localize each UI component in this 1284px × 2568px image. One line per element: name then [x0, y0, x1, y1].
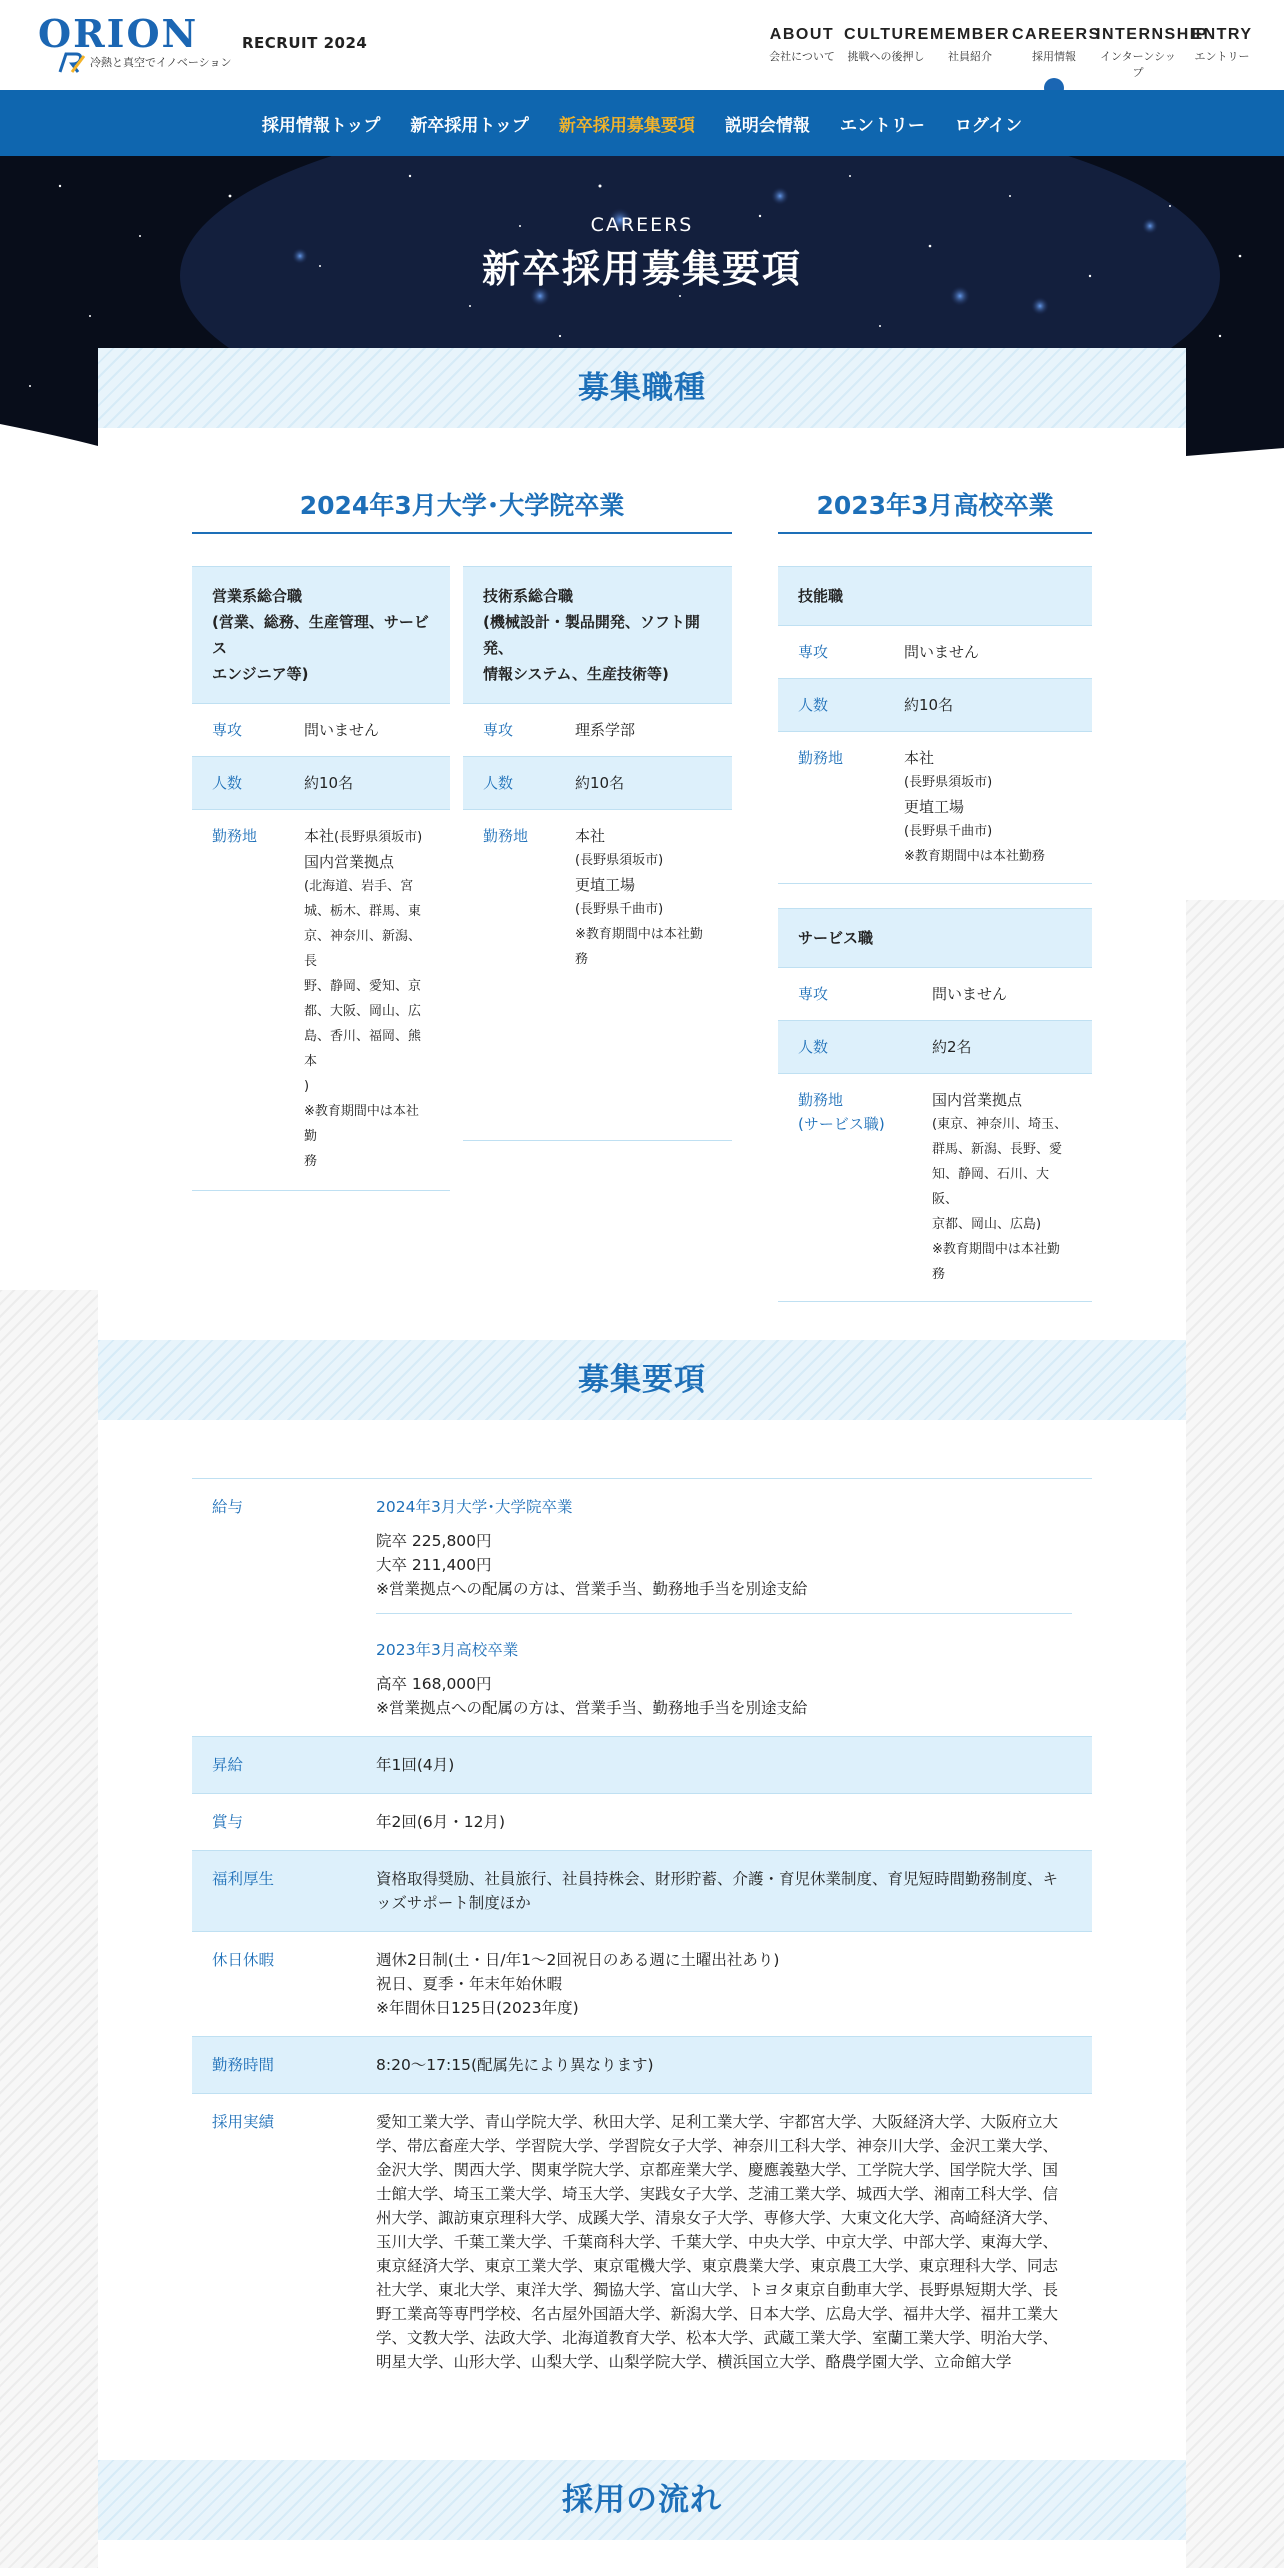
location-row [778, 1074, 1092, 1302]
subnav-entry[interactable]: エントリー [839, 115, 925, 136]
salary-univ [376, 1495, 1072, 1613]
row-value [304, 824, 430, 1174]
row-value: 理系学部 [575, 721, 636, 739]
orion-logo[interactable] [38, 11, 232, 74]
location-row [463, 810, 732, 1141]
row-value: 愛知工業大学、青山学院大学、秋田大学、足利工業大学、宇都宮大学、大阪経済大学、大阪府立大学、帯広畜産大学、学習院大学、学習院女子大学、神奈川工科大学、神奈川大学、金沢工業大学、金沢大学、関西大学、関東学院大学、京都産業大学、慶應義塾大学、工学院大学、国学院大学、国士館大学、埼玉工業大学、埼玉大学、実践女子大学、芝浦工業大学、城西大学、湘南工科大学、信州大学、諏訪東京理科大学、成蹊大学、清泉女子大学、専修大学、大東文化大学、高崎経済大学、玉川大学、千葉工業大学、千葉商科大学、千葉大学、中央大学、中京大学、中部大学、東海大学、東京経済大学、東京工業大学、東京電機大学、東京農業大学、東京農工大学、東京理科大学、同志社大学、東北大学、東洋大学、獨協大学、富山大学、トヨタ東京自動車大学、長野県短期大学、長野工業高等専門学校、名古屋外国語大学、新潟大学、日本大学、広島大学、福井大学、福井工業大学、文教大学、法政大学、北海道教育大学、松本大学、武蔵工業大学、室蘭工業大学、明治大学、明星大学、山形大学、山梨大学、山梨学院大学、横浜国立大学、酪農学園大学、立命館大学 [376, 2113, 1059, 2371]
location-name: 更埴工場 [575, 876, 636, 894]
salary-subtitle: 2024年3月大学･大学院卒業 [376, 1498, 573, 1516]
background-pattern-left [0, 1290, 98, 2568]
highschool-column-title: 2023年3月高校卒業 [778, 486, 1092, 534]
salary-line: 高卒 168,000円 [376, 1675, 492, 1693]
nav-about[interactable] [760, 26, 844, 86]
welfare-row [192, 1851, 1092, 1932]
location-name: 本社 [304, 827, 335, 845]
hero-eyebrow: CAREERS [590, 214, 694, 236]
location-name: 本社 [904, 749, 935, 767]
sub-nav [0, 90, 1284, 156]
location-note: (長野県千曲市) [575, 902, 664, 917]
salary-row [192, 1479, 1092, 1737]
row-label: 勤務地 [212, 827, 258, 845]
row-value [575, 824, 712, 1126]
location-name: 更埴工場 [904, 798, 965, 816]
training-note: ※教育期間中は本社勤務 [932, 1242, 1060, 1282]
row-label: 専攻 [212, 721, 243, 739]
training-note: ※教育期間中は本社勤 [304, 1104, 419, 1144]
nav-entry[interactable] [1180, 26, 1264, 86]
training-note: ※教育期間中は本社勤 [575, 927, 703, 942]
row-label: 勤務時間 [212, 2056, 275, 2074]
location-name: 国内営業拠点 [932, 1091, 1023, 1109]
holiday-row [192, 1932, 1092, 2037]
global-nav [760, 26, 1264, 86]
subnav-requirements[interactable]: 新卒採用募集要項 [558, 115, 695, 136]
location-note: 京、神奈川、新潟、長 [304, 929, 422, 969]
location-note: 群馬、新潟、長野、愛 [932, 1142, 1063, 1157]
row-value: 問いません [304, 721, 380, 739]
row-value: 問いません [932, 985, 1008, 1003]
hours-row [192, 2037, 1092, 2094]
nav-label: CAREERS [1012, 26, 1101, 43]
bonus-row [192, 1794, 1092, 1851]
row-value: 年1回(4月) [376, 1756, 455, 1774]
row-label: 給与 [212, 1498, 244, 1516]
nav-label: INTERNSHIP [1096, 26, 1208, 43]
subnav-login[interactable]: ログイン [954, 115, 1023, 136]
job-title [192, 566, 450, 704]
nav-member[interactable] [928, 26, 1012, 86]
salary-line: ※営業拠点への配属の方は、営業手当、勤務地手当を別途支給 [376, 1580, 808, 1598]
job-name: 技術系総合職 [483, 587, 574, 605]
row-value: 約10名 [904, 696, 954, 714]
job-table-tech [463, 566, 732, 1141]
salary-line: ※営業拠点への配属の方は、営業手当、勤務地手当を別途支給 [376, 1699, 808, 1717]
row-label: 人数 [212, 774, 243, 792]
holiday-line: 週休2日制(土・日/年1〜2回祝日のある週に土曜出社あり) [376, 1951, 780, 1969]
page-title: 新卒採用募集要項 [481, 247, 802, 291]
count-row [463, 757, 732, 810]
location-note: 都、大阪、岡山、広 [304, 1004, 422, 1019]
row-label: 専攻 [798, 985, 829, 1003]
major-row [463, 704, 732, 757]
logo-wordmark: ORION [38, 11, 199, 56]
nav-sublabel: 挑戦への後押し [847, 50, 925, 63]
row-label: 勤務地 [798, 749, 844, 767]
row-value: 問いません [904, 643, 980, 661]
location-note: 知、静岡、石川、大阪、 [932, 1167, 1050, 1207]
row-label: 採用実績 [212, 2113, 275, 2131]
section-heading-flow: 採用の流れ [98, 2460, 1186, 2540]
univ-column-title: 2024年3月大学･大学院卒業 [192, 486, 732, 534]
salary-line: 大卒 211,400円 [376, 1556, 492, 1574]
job-table-sales [192, 566, 450, 1191]
row-label: 人数 [798, 1038, 829, 1056]
job-title: 技能職 [778, 566, 1092, 626]
salary-subtitle: 2023年3月高校卒業 [376, 1641, 519, 1659]
subnav-newgrad-top[interactable]: 新卒採用トップ [410, 115, 529, 136]
job-detail: エンジニア等) [212, 665, 309, 683]
logo-mark-icon [56, 50, 88, 74]
row-label: 専攻 [798, 643, 829, 661]
recruit-year-label: RECRUIT 2024 [242, 34, 368, 52]
job-title [463, 566, 732, 704]
raise-row [192, 1737, 1092, 1794]
row-label: 福利厚生 [212, 1870, 275, 1888]
requirements-table [192, 1478, 1092, 2390]
nav-careers[interactable] [1012, 26, 1101, 86]
section-heading-jobs: 募集職種 [98, 348, 1186, 428]
count-row [778, 1021, 1092, 1074]
row-value [904, 746, 1072, 869]
row-label: 勤務地 [483, 827, 529, 845]
training-note: 務 [575, 952, 589, 967]
training-note: ※教育期間中は本社勤務 [904, 849, 1045, 864]
location-name: 国内営業拠点 [304, 853, 395, 871]
row-value [376, 1932, 1092, 2036]
nav-culture[interactable] [844, 26, 928, 86]
nav-sublabel: 会社について [769, 50, 835, 63]
location-note: (長野県千曲市) [904, 824, 993, 839]
row-value [376, 1479, 1092, 1736]
location-note: ) [304, 1079, 310, 1094]
location-note: (長野県須坂市) [334, 830, 423, 845]
nav-label: ENTRY [1191, 26, 1253, 43]
major-row [192, 704, 450, 757]
row-label: 人数 [798, 696, 829, 714]
job-table-skilled [778, 566, 1092, 884]
major-row [778, 968, 1092, 1021]
location-note: (北海道、岩手、宮 [304, 879, 414, 894]
location-note: (長野県須坂市) [575, 853, 664, 868]
nav-label: ABOUT [769, 26, 835, 43]
salary-highschool [376, 1613, 1072, 1732]
nav-sublabel: 採用情報 [1032, 50, 1076, 63]
location-row [192, 810, 450, 1191]
location-note: (東京、神奈川、埼玉、 [932, 1117, 1068, 1132]
logo-tagline: 冷熱と真空でイノベーション [90, 56, 232, 69]
row-value: 資格取得奨励、社員旅行、社員持株会、財形貯蓄、介護・育児休業制度、育児短時間勤務制度、キッズサポート制度ほか [376, 1870, 1059, 1912]
location-note: 京都、岡山、広島) [932, 1217, 1042, 1232]
count-row [778, 679, 1092, 732]
row-label: 専攻 [483, 721, 514, 739]
site-header [0, 0, 1284, 90]
row-label: 賞与 [212, 1813, 244, 1831]
row-label-text: (サービス職) [798, 1115, 885, 1133]
nav-internship[interactable] [1096, 26, 1208, 86]
job-detail: (機械設計・製品開発、ソフト開発、 [483, 613, 700, 657]
job-title: サービス職 [778, 908, 1092, 968]
row-label-text: 勤務地 [798, 1091, 844, 1109]
nav-label: MEMBER [929, 26, 1011, 43]
holiday-line: ※年間休日125日(2023年度) [376, 1999, 579, 2017]
background-pattern-right [1186, 900, 1284, 2568]
results-row [192, 2094, 1092, 2390]
location-note: 城、栃木、群馬、東 [304, 904, 422, 919]
salary-line: 院卒 225,800円 [376, 1532, 492, 1550]
job-table-service [778, 908, 1092, 1302]
job-detail: 情報システム、生産技術等) [483, 665, 669, 683]
subnav-recruit-top[interactable]: 採用情報トップ [261, 115, 381, 136]
location-name: 本社 [575, 827, 606, 845]
row-value: 年2回(6月・12月) [376, 1813, 506, 1831]
nav-label: CULTURE [844, 26, 930, 43]
row-value [932, 1088, 1072, 1287]
holiday-line: 祝日、夏季・年末年始休暇 [376, 1975, 563, 1993]
job-name: 営業系総合職 [212, 587, 303, 605]
location-row [778, 732, 1092, 884]
location-note: 野、静岡、愛知、京 [304, 979, 422, 994]
row-value: 約10名 [575, 774, 625, 792]
job-detail: (営業、総務、生産管理、サービス [212, 613, 429, 657]
training-note: 務 [304, 1154, 318, 1169]
row-label: 昇給 [212, 1756, 244, 1774]
row-label: 休日休暇 [212, 1951, 275, 1969]
row-value: 8:20〜17:15(配属先により異なります) [376, 2056, 654, 2074]
nav-sublabel: 社員紹介 [948, 50, 992, 63]
location-note: 島、香川、福岡、熊本 [304, 1029, 422, 1069]
nav-sublabel: インターンシップ [1100, 50, 1176, 79]
location-note: (長野県須坂市) [904, 775, 993, 790]
subnav-seminar[interactable]: 説明会情報 [724, 115, 810, 136]
row-label [798, 1088, 932, 1287]
nav-sublabel: エントリー [1194, 50, 1250, 63]
row-value: 約10名 [304, 774, 354, 792]
major-row [778, 626, 1092, 679]
row-label: 人数 [483, 774, 514, 792]
row-value: 約2名 [932, 1038, 972, 1056]
count-row [192, 757, 450, 810]
section-heading-requirements: 募集要項 [98, 1340, 1186, 1420]
